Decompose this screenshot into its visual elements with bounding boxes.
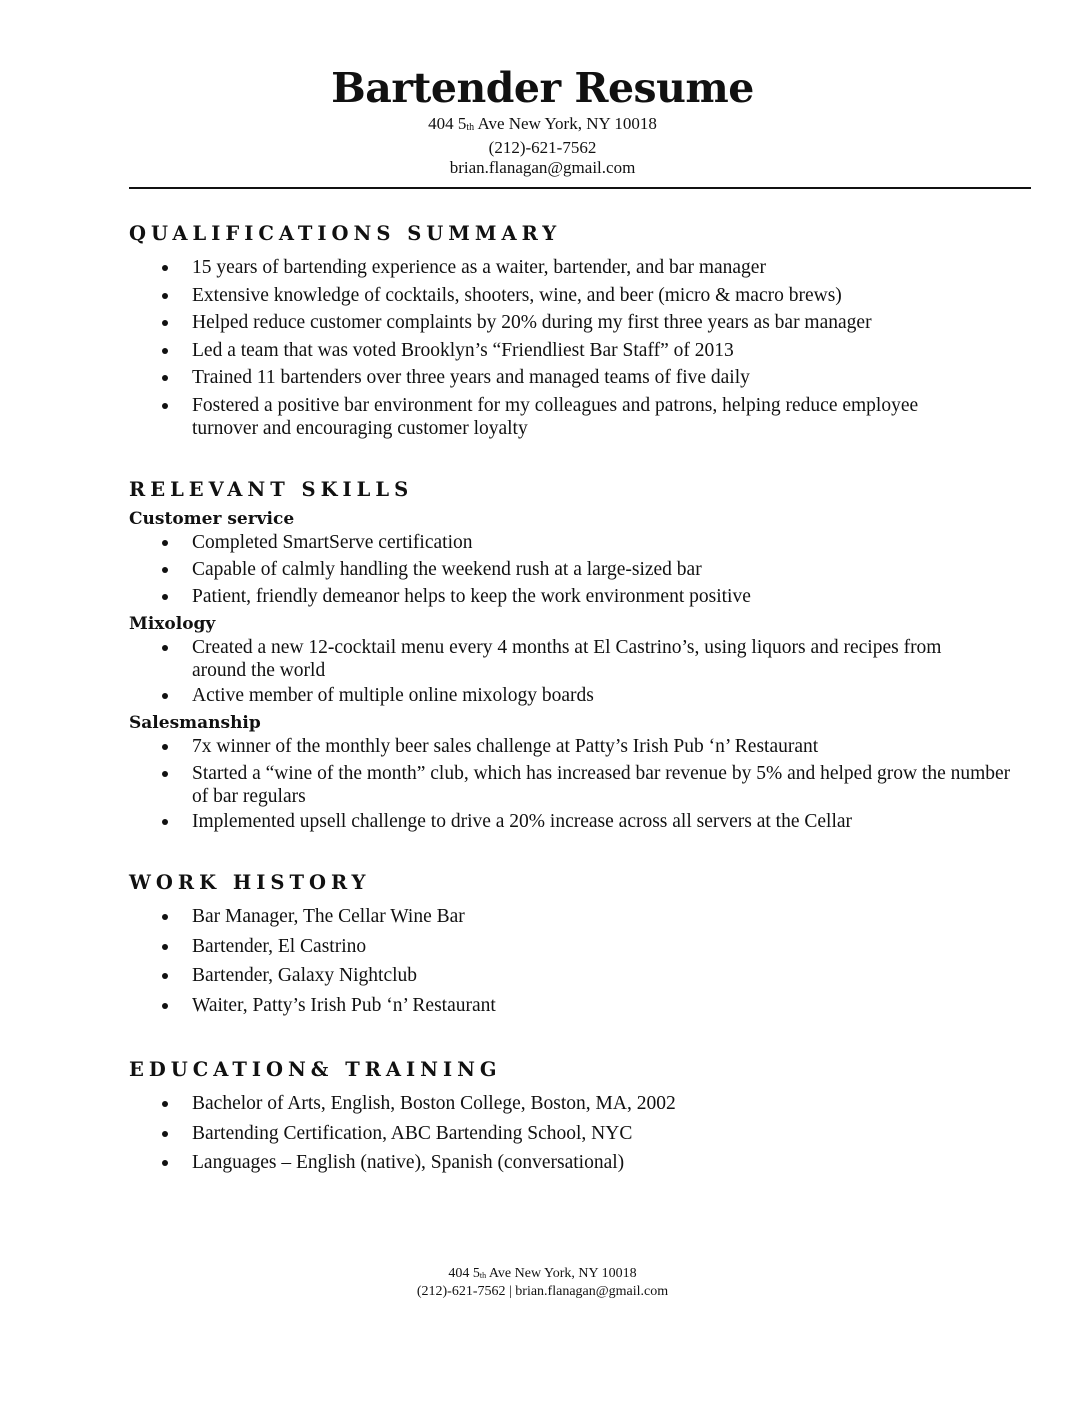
footer-address — [0, 1265, 1085, 1283]
section-heading: RELEVANT SKILLS — [129, 478, 414, 501]
skill-group-list — [129, 636, 1009, 707]
bullet-icon — [162, 1160, 168, 1166]
list-item — [129, 339, 1009, 362]
list-item — [129, 905, 1009, 928]
page-title: Bartender Resume — [331, 64, 754, 112]
list-item-text: Patient, friendly demeanor helps to keep the work environment positive — [192, 586, 751, 607]
bullet-icon — [162, 973, 168, 979]
list-item — [129, 394, 972, 440]
list-item-text: Bartending Certification, ABC Bartending School, NYC — [192, 1122, 633, 1144]
list-item — [129, 1151, 1009, 1174]
skill-group-list — [129, 531, 1009, 608]
list-item-text: Created a new 12-cocktail menu every 4 months at El Castrino’s, using liquors and recipes from around the world — [192, 637, 942, 681]
list-item-text: Led a team that was voted Brooklyn’s “Friendliest Bar Staff” of 2013 — [192, 339, 734, 361]
bullet-icon — [162, 265, 168, 271]
list-item — [129, 810, 1009, 833]
list-item — [129, 1122, 1009, 1145]
footer-address-number: 404 5 — [448, 1266, 480, 1281]
list-item-text: 7x winner of the monthly beer sales challenge at Patty’s Irish Pub ‘n’ Restaurant — [192, 736, 819, 757]
list-item-text: Bar Manager, The Cellar Wine Bar — [192, 906, 465, 927]
list-item-text: Waiter, Patty’s Irish Pub ‘n’ Restaurant — [192, 994, 496, 1016]
education-list — [129, 1092, 1009, 1174]
bullet-icon — [162, 744, 168, 750]
list-item — [129, 762, 1012, 808]
list-item-text: Fostered a positive bar environment for my colleagues and patrons, helping reduce employee turnover and encouraging customer loyalty — [192, 394, 919, 439]
bullet-icon — [162, 1101, 168, 1107]
skill-group-title: Customer service — [129, 509, 295, 529]
list-item — [129, 994, 1009, 1017]
list-item-text: Languages – English (native), Spanish (conversational) — [192, 1152, 625, 1173]
section-heading: WORK HISTORY — [129, 871, 371, 894]
list-item-text: Implemented upsell challenge to drive a 20% increase across all servers at the Cellar — [192, 811, 853, 832]
skill-group-title: Salesmanship — [129, 713, 261, 733]
list-item — [129, 531, 1009, 554]
bullet-icon — [162, 375, 168, 381]
list-item-text: 15 years of bartending experience as a waiter, bartender, and bar manager — [192, 257, 766, 278]
list-item — [129, 558, 1009, 581]
bullet-icon — [162, 540, 168, 546]
list-item-text: Capable of calmly handling the weekend rush at a large-sized bar — [192, 559, 702, 580]
list-item — [129, 636, 972, 682]
list-item-text: Trained 11 bartenders over three years and managed teams of five daily — [192, 367, 750, 388]
list-item-text: Started a “wine of the month” club, which has increased bar revenue by 5% and helped grow the number of bar regulars — [192, 763, 1011, 807]
address-number: 404 5 — [428, 114, 467, 133]
skill-group-list — [129, 735, 1009, 833]
header-divider — [129, 187, 1031, 189]
list-item — [129, 684, 1009, 707]
footer-address-street: Ave New York, NY 10018 — [486, 1266, 637, 1281]
list-item — [129, 366, 1009, 389]
bullet-icon — [162, 645, 168, 651]
list-item-text: Helped reduce customer complaints by 20% during my first three years as bar manager — [192, 312, 872, 333]
list-item-text: Bachelor of Arts, English, Boston College, Boston, MA, 2002 — [192, 1093, 676, 1114]
bullet-icon — [162, 293, 168, 299]
section-heading: EDUCATION& TRAINING — [129, 1058, 502, 1081]
list-item-text: Bartender, El Castrino — [192, 935, 367, 957]
address-street: Ave New York, NY 10018 — [474, 114, 657, 133]
bullet-icon — [162, 771, 168, 777]
bullet-icon — [162, 567, 168, 573]
work-history-list — [129, 905, 1009, 1017]
work-history-section — [129, 870, 1009, 1023]
list-item — [129, 735, 1009, 758]
qualifications-section — [129, 221, 1009, 444]
bullet-icon — [162, 819, 168, 825]
address-suffix: th — [466, 122, 475, 133]
list-item — [129, 311, 1009, 334]
bullet-icon — [162, 1131, 168, 1137]
education-section — [129, 1057, 1009, 1181]
resume-header — [0, 62, 1085, 179]
skill-group-title: Mixology — [129, 614, 216, 634]
bullet-icon — [162, 944, 168, 950]
list-item-text: Completed SmartServe certification — [192, 532, 473, 553]
list-item-text: Bartender, Galaxy Nightclub — [192, 965, 418, 986]
list-item-text: Extensive knowledge of cocktails, shooters, wine, and beer (micro & macro brews) — [192, 284, 842, 306]
bullet-icon — [162, 693, 168, 699]
bullet-icon — [162, 320, 168, 326]
bullet-icon — [162, 914, 168, 920]
bullet-icon — [162, 403, 168, 409]
header-email: brian.flanagan@gmail.com — [449, 158, 636, 177]
bullet-icon — [162, 348, 168, 354]
list-item — [129, 935, 1009, 958]
resume-footer — [0, 1265, 1085, 1300]
skills-section — [129, 477, 1009, 837]
list-item — [129, 284, 1009, 307]
list-item — [129, 585, 1009, 608]
list-item-text: Active member of multiple online mixology boards — [192, 685, 594, 706]
bullet-icon — [162, 594, 168, 600]
footer-contact: (212)-621-7562 | brian.flanagan@gmail.com — [416, 1284, 669, 1299]
header-address — [0, 114, 1085, 138]
section-heading: QUALIFICATIONS SUMMARY — [129, 222, 562, 245]
list-item — [129, 964, 1009, 987]
footer-address-suffix: th — [479, 1271, 487, 1280]
list-item — [129, 256, 1009, 279]
bullet-icon — [162, 1003, 168, 1009]
list-item — [129, 1092, 1009, 1115]
qualifications-list — [129, 256, 1009, 440]
header-phone: (212)-621-7562 — [488, 137, 597, 157]
